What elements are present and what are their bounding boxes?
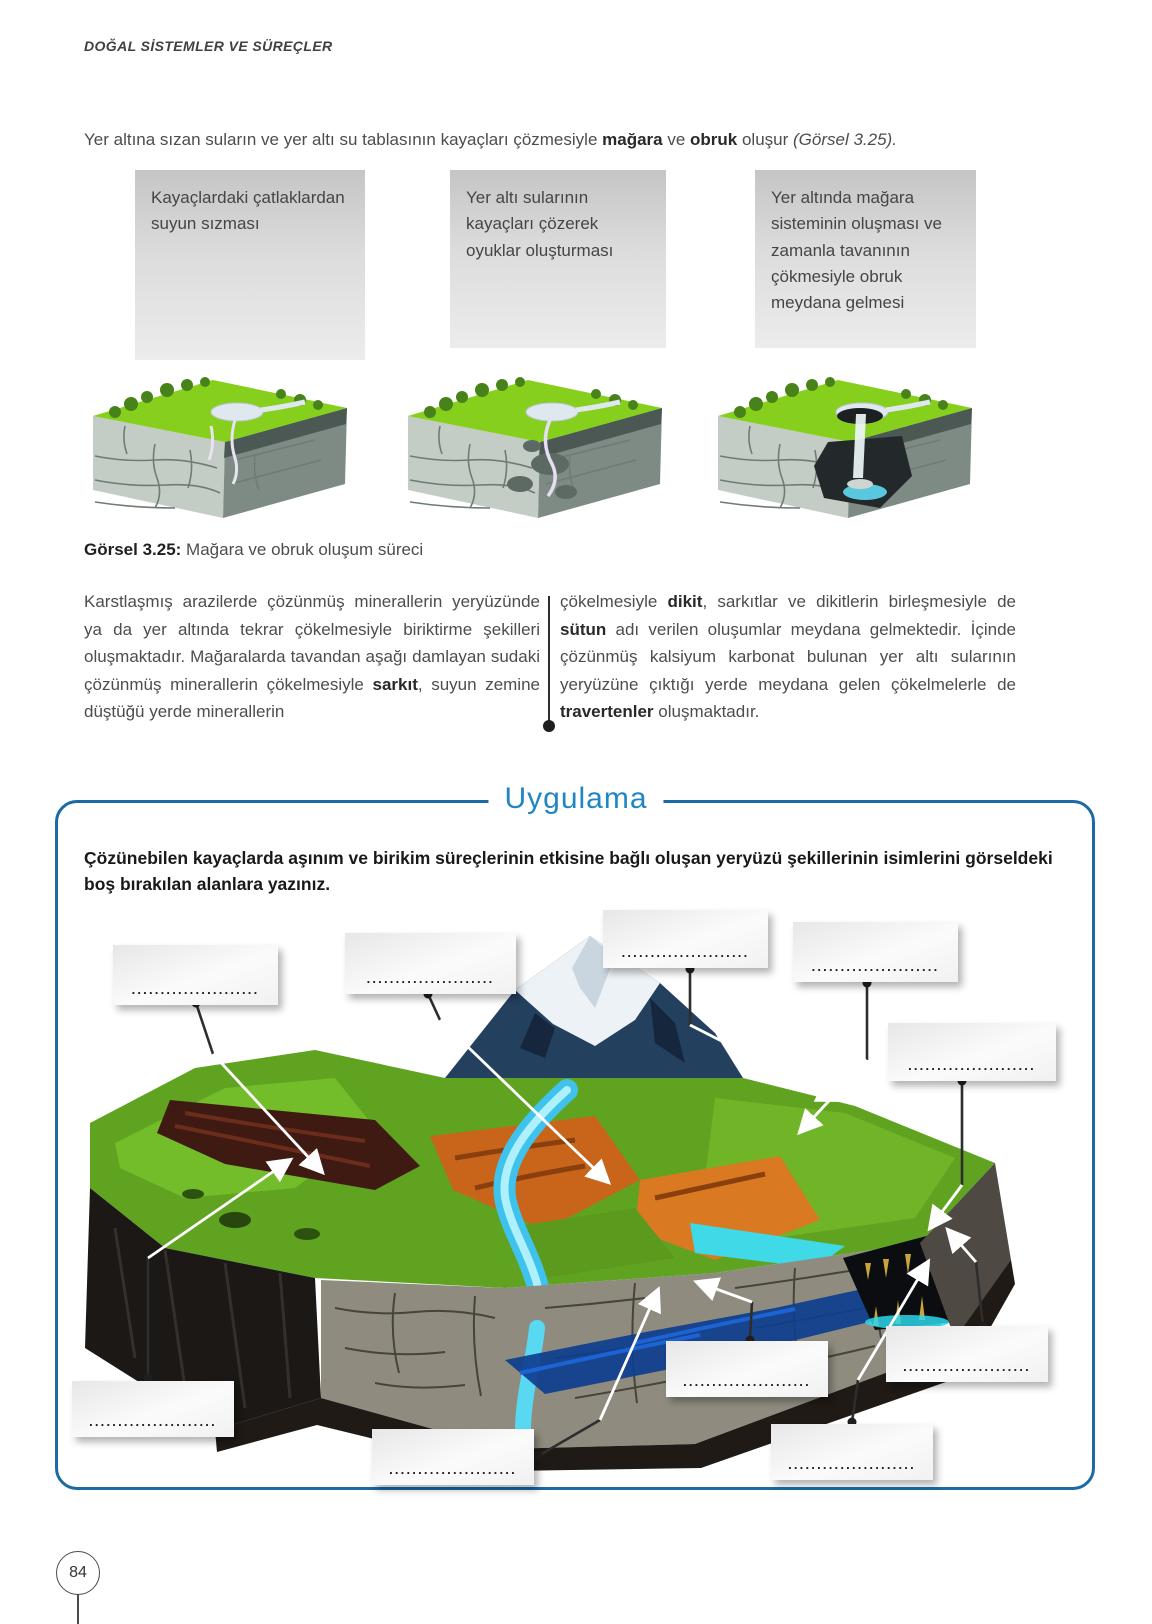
blank-label-box[interactable]	[72, 1381, 234, 1437]
blank-label-box[interactable]	[345, 933, 516, 994]
page-edge-line	[77, 1594, 79, 1624]
column-divider-line	[548, 596, 550, 722]
stage-illustration-2	[400, 356, 672, 526]
blank-label-box[interactable]	[666, 1341, 828, 1397]
body-column-left: Karstlaşmış arazilerde çözünmüş minerallerin yeryüzünde ya da yer altında tekrar çökelmesiyle biriktirme şekilleri oluşmaktadır. Mağaralarda tavandan aşağı damlayan sudaki çözünmüş minerallerin çökelmesiyle sarkıt, suyun zemine düştüğü yerde minerallerin	[84, 592, 540, 722]
blank-dots: ......................	[621, 945, 750, 960]
blank-dots: ......................	[131, 982, 260, 997]
column-divider-dot	[543, 720, 555, 732]
stage-illustration-1	[85, 356, 357, 526]
body-column-right: çökelmesiyle dikit, sarkıtlar ve dikitlerin birleşmesiyle de sütun adı verilen oluşumlar meydana gelmektedir. İçinde çözünmüş kalsiyum karbonat bulunan yer altı sularının yeryüzüne çıktığı yerde meydana gelen çökelmelerle de travertenler oluşmaktadır.	[560, 592, 1016, 722]
blank-label-box[interactable]	[793, 922, 958, 982]
blank-dots: ......................	[89, 1414, 217, 1429]
figure-caption: Görsel 3.25: Mağara ve obruk oluşum süreci	[84, 540, 424, 559]
blank-dots: ......................	[903, 1359, 1031, 1374]
stage-illustration-3	[710, 356, 982, 526]
blank-dots: ......................	[683, 1374, 811, 1389]
blank-label-box[interactable]	[603, 910, 768, 968]
blank-label-box[interactable]	[113, 945, 278, 1005]
blank-dots: ......................	[788, 1457, 916, 1472]
blank-dots: ......................	[366, 971, 495, 986]
page-header: DOĞAL SİSTEMLER VE SÜREÇLER	[84, 38, 333, 54]
blank-dots: ......................	[811, 959, 940, 974]
stage-label-box-2: Yer altı sularının kayaçları çözerek oyuklar oluşturması	[450, 170, 666, 348]
uygulama-instruction: Çözünebilen kayaçlarda aşınım ve birikim süreçlerinin etkisine bağlı oluşan yeryüzü şekillerinin isimlerini görseldeki boş bırakılan alanlara yazınız.	[84, 848, 1053, 895]
blank-label-box[interactable]	[372, 1429, 534, 1485]
blank-dots: ......................	[908, 1058, 1036, 1073]
uygulama-title: Uygulama	[488, 782, 663, 816]
stage-label-box-3: Yer altında mağara sisteminin oluşması ve zamanla tavanının çökmesiyle obruk meydana gelmesi	[755, 170, 976, 348]
blank-label-box[interactable]	[888, 1023, 1056, 1081]
stage-label-box-1: Kayaçlardaki çatlaklardan suyun sızması	[135, 170, 365, 360]
blank-dots: ......................	[389, 1462, 517, 1477]
page-number-badge: 84	[56, 1551, 100, 1595]
blank-label-box[interactable]	[886, 1326, 1048, 1382]
intro-paragraph: Yer altına sızan suların ve yer altı su tablasının kayaçları çözmesiyle mağara ve obruk oluşur (Görsel 3.25).	[84, 130, 897, 149]
blank-label-box[interactable]	[771, 1424, 933, 1480]
